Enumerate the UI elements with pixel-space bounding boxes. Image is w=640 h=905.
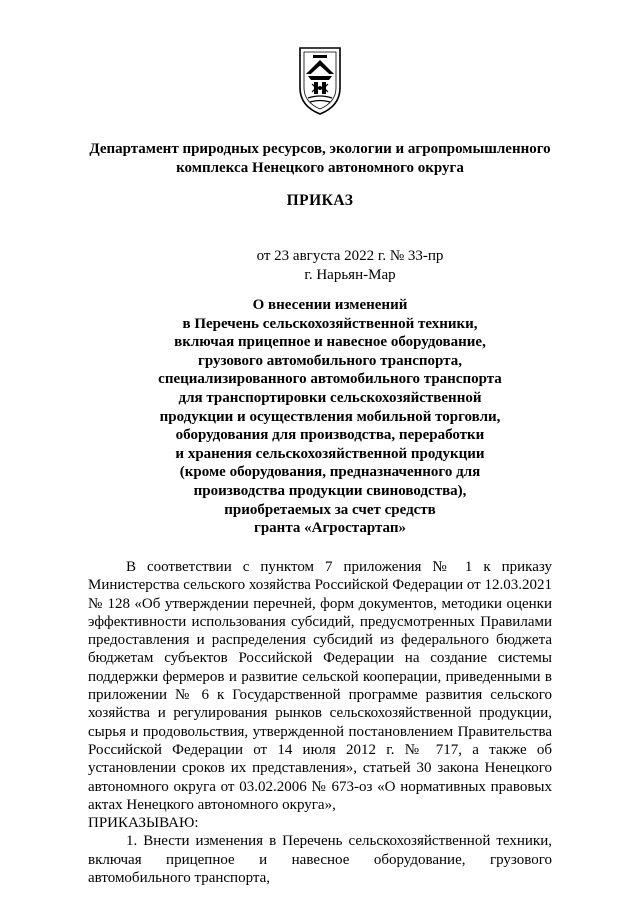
order-date-number: от 23 августа 2022 г. № 33-пр xyxy=(256,248,444,264)
subject-line: специализированного автомобильного транспорта xyxy=(158,371,502,388)
subject-line: приобретаемых за счет средств xyxy=(224,501,436,518)
subject-line: грузового автомобильного транспорта, xyxy=(198,352,462,369)
department-line-2: комплекса Ненецкого автономного округа xyxy=(176,160,464,176)
subject-line: включая прицепное и навесное оборудование, xyxy=(174,334,486,351)
order-subject xyxy=(80,296,580,538)
subject-line: оборудования для производства, переработки xyxy=(175,427,485,444)
subject-line: производства продукции свиноводства), xyxy=(193,482,467,499)
subject-line: для транспортировки сельскохозяйственной xyxy=(178,389,482,406)
preamble-paragraph: В соответствии с пунктом 7 приложения № 1 к приказу Министерства сельского хозяйства Российской Федерации от 12.03.2021 № 128 «Об утверждении перечней, форм документов, методики оценки эффективности использования субсидий, предусмотренных Правилами предоставления и распределения субсидий из федерального бюджета бюджетам субъектов Российской Федерации на создание системы поддержки фермеров и развитие сельской кооперации, приведенными в приложении № 6 к Государственной программе развития сельского хозяйства и регулирования рынков сельскохозяйственной продукции, сырья и продовольствия, утвержденной постановлением Правительства Российской Федерации от 14 июля 2012 г. № 717, а также об установлении сроков их представления», статьей 30 закона Ненецкого автономного округа от 03.02.2006 № 673-оз «О нормативных правовых актах Ненецкого автономного округа», xyxy=(88,559,552,813)
subject-line: в Перечень сельскохозяйственной техники, xyxy=(182,315,478,332)
item-1-paragraph: 1. Внести изменения в Перечень сельскохозяйственной техники, включая прицепное и навесное оборудование, грузового автомобильного транспорта, xyxy=(88,833,552,887)
subject-line: продукции и осуществления мобильной торговли, xyxy=(159,408,501,425)
document-title: ПРИКАЗ xyxy=(286,192,354,209)
subject-line: О внесении изменений xyxy=(252,297,408,313)
subject-line: гранта «Агростартап» xyxy=(254,520,406,537)
order-body xyxy=(88,558,552,887)
order-meta xyxy=(200,247,500,285)
department-line-1: Департамент природных ресурсов, экологии и агропромышленного xyxy=(89,141,551,157)
subject-line: и хранения сельскохозяйственной продукции xyxy=(175,445,485,462)
subject-line: (кроме оборудования, предназначенного для xyxy=(179,464,481,481)
coat-of-arms-icon xyxy=(296,44,344,116)
department-name xyxy=(60,140,580,178)
order-place: г. Нарьян-Мар xyxy=(304,267,396,283)
order-directive: ПРИКАЗЫВАЮ: xyxy=(88,815,199,832)
